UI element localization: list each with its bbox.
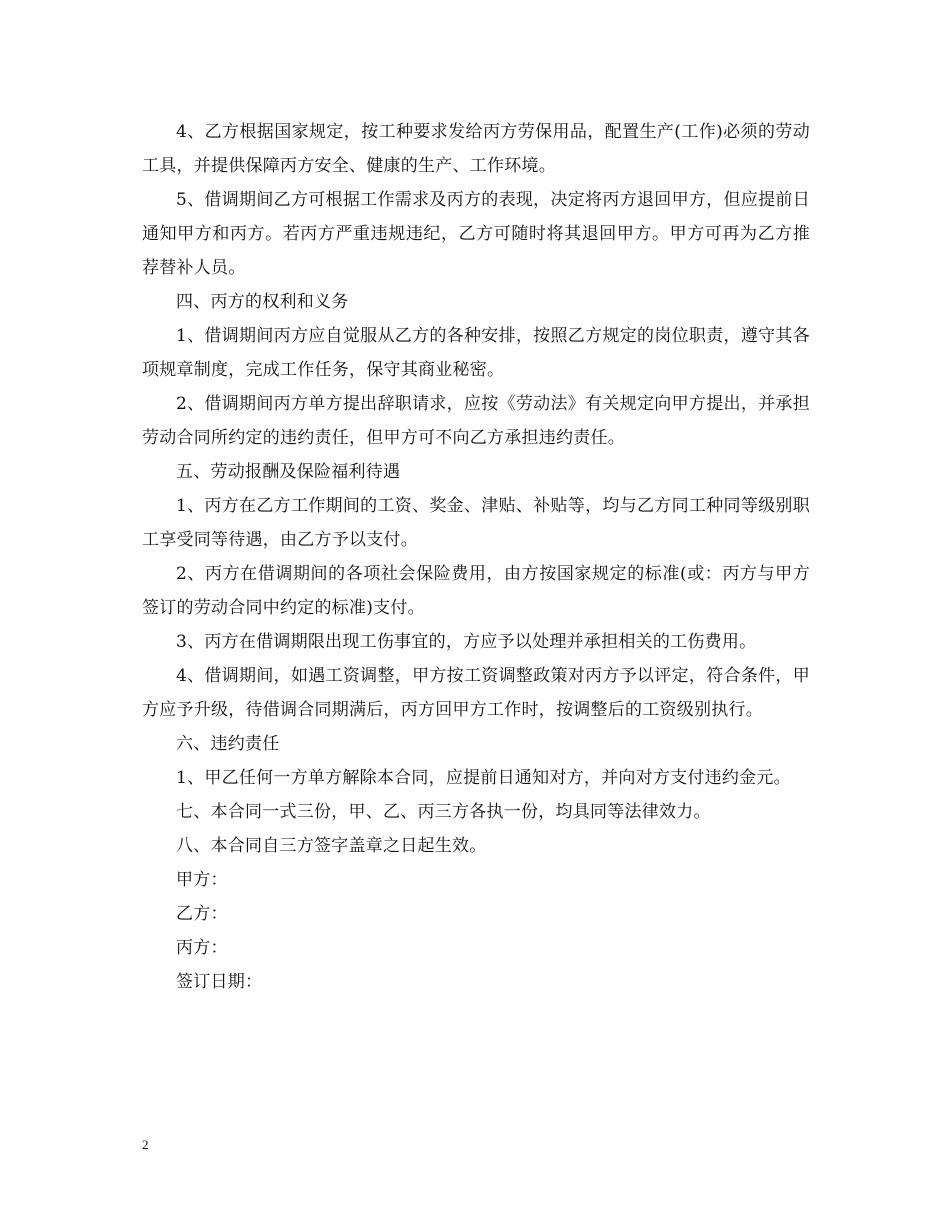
- section-heading: 五、劳动报酬及保险福利待遇: [176, 462, 401, 482]
- section-heading: 四、丙方的权利和义务: [176, 292, 349, 312]
- clause-paragraph: 4、乙方根据国家规定，按工种要求发给丙方劳保用品，配置生产(工作)必须的劳动工具，并提供保障丙方安全、健康的生产、工作环境。: [142, 122, 810, 176]
- clause-paragraph: 七、本合同一式三份，甲、乙、丙三方各执一份，均具同等法律效力。: [176, 802, 711, 822]
- section-heading: 六、违约责任: [176, 734, 280, 754]
- clause-paragraph: 3、丙方在借调期限出现工伤事宜的，方应予以处理并承担相关的工伤费用。: [176, 632, 757, 652]
- signature-line-party-b: 乙方：: [176, 904, 228, 924]
- document-body: [142, 115, 810, 999]
- clause-paragraph: 2、借调期间丙方单方提出辞职请求，应按《劳动法》有关规定向甲方提出，并承担劳动合同所约定的违约责任，但甲方可不向乙方承担违约责任。: [142, 394, 810, 448]
- page-number: 2: [142, 1137, 149, 1152]
- clause-paragraph: 4、借调期间，如遇工资调整，甲方按工资调整政策对丙方予以评定，符合条件，甲方应予升级，待借调合同期满后，丙方回甲方工作时，按调整后的工资级别执行。: [142, 666, 810, 720]
- signing-date-line: 签订日期：: [176, 972, 263, 992]
- clause-paragraph: 1、丙方在乙方工作期间的工资、奖金、津贴、补贴等，均与乙方同工种同等级别职工享受同等待遇，由乙方予以支付。: [142, 496, 810, 550]
- clause-paragraph: 5、借调期间乙方可根据工作需求及丙方的表现，决定将丙方退回甲方，但应提前日通知甲方和丙方。若丙方严重违规违纪，乙方可随时将其退回甲方。甲方可再为乙方推荐替补人员。: [142, 190, 810, 278]
- clause-paragraph: 2、丙方在借调期间的各项社会保险费用，由方按国家规定的标准(或：丙方与甲方签订的劳动合同中约定的标准)支付。: [142, 564, 810, 618]
- clause-paragraph: 1、甲乙任何一方单方解除本合同，应提前日通知对方，并向对方支付违约金元。: [176, 768, 791, 788]
- clause-paragraph: 八、本合同自三方签字盖章之日起生效。: [176, 836, 487, 856]
- signature-line-party-a: 甲方：: [176, 870, 228, 890]
- signature-line-party-c: 丙方：: [176, 938, 228, 958]
- clause-paragraph: 1、借调期间丙方应自觉服从乙方的各种安排，按照乙方规定的岗位职责，遵守其各项规章制度，完成工作任务，保守其商业秘密。: [142, 326, 810, 380]
